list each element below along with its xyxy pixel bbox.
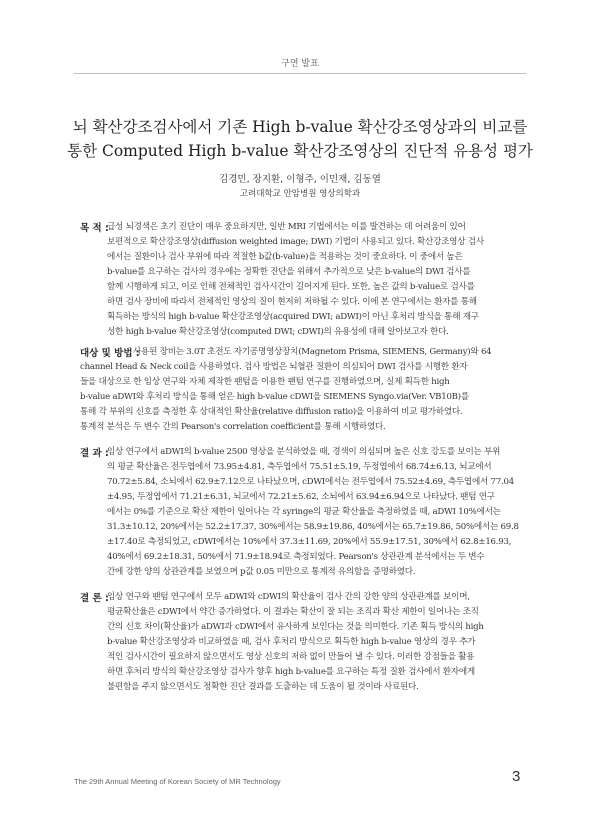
title-line-1: 뇌 확산강조검사에서 기존 High b-value 확산강조영상과의 비교를	[72, 118, 528, 136]
title-line-2: 통한 Computed High b-value 확산강조영상의 진단적 유용성 평가	[67, 142, 533, 160]
section-label: 대상 및 방법 :	[80, 348, 140, 359]
journal-footer: The 29th Annual Meeting of Korean Society of MR Technology	[74, 777, 281, 786]
header-divider	[74, 73, 526, 74]
body-line: 의 평균 확산율은 전두엽에서 73.95±4.81, 측두엽에서 75.51±5.19, 두정엽에서 68.74±6.13, 뇌교에서	[107, 462, 492, 472]
body-line: 간의 신호 차이(확산율)가 aDWI과 cDWI에서 유사하게 보인다는 것을 의미한다. 기존 획득 방식의 high	[107, 622, 484, 632]
body-line: 사용된 장비는 3.0T 초전도 자기공명영상장치(Magnetom Prisma, SIEMENS, Germany)와 64	[133, 347, 492, 357]
body-line: 급성 뇌경색은 초기 진단이 매우 중요하지만, 일반 MRI 기법에서는 이를 발견하는 데 어려움이 있어	[107, 222, 466, 232]
body-line: b-value 확산강조영상과 비교하였을 때, 검사 후처리 방식으로 획득한 high b-value 영상의 경우 추가	[107, 637, 476, 647]
body-line: ±17.40로 측정되었고, cDWI에서는 10%에서 37.3±11.69, 20%에서 55.9±17.51, 30%에서 62.8±16.93,	[107, 537, 512, 547]
body-line: 들을 대상으로 한 임상 연구와 자체 제작한 팬텀을 이용한 팬텀 연구를 진행하였으며, 실제 획득한 high	[80, 377, 450, 387]
body-line: 불편함을 주지 않으면서도 정확한 진단 결과를 도출하는 데 도움이 될 것이라 사료된다.	[107, 682, 419, 692]
body-line: 보편적으로 확산강조영상(diffusion weighted image; DWI) 기법이 사용되고 있다. 확산강조영상 검사	[107, 237, 484, 247]
body-line: 하면 검사 장비에 따라서 전체적인 영상의 질이 현저히 저하될 수 있다. 이에 본 연구에서는 환자를 통해	[107, 297, 477, 307]
body-line: ±4.95, 두정엽에서 71.21±6.31, 뇌교에서 72.21±5.62, 소뇌에서 63.94±6.94으로 나타났다. 팬텀 연구	[107, 492, 495, 502]
body-line: 하면 후처리 방식의 확산강조영상 검사가 향후 high b-value를 요구하는 특정 질환 검사에서 환자에게	[107, 667, 475, 677]
body-line: 간에 강한 양의 상관관계를 보였으며 p값 0.05 미만으로 통계적 유의함을 증명하였다.	[107, 567, 416, 577]
body-line: 성한 high b-value 확산강조영상(computed DWI; cDWI)의 유용성에 대해 알아보고자 한다.	[107, 327, 449, 337]
paper-title	[40, 115, 560, 163]
body-line: channel Head & Neck coil을 사용하였다. 검사 방법은 뇌혈관 질환이 의심되어 DWI 검사를 시행한 환자	[80, 362, 468, 372]
body-line: b-value aDWI와 후처리 방식을 통해 얻은 high b-value cDWI을 SIEMENS Syngo.via(Ver. VB10B)를	[80, 392, 469, 402]
page-number: 3	[512, 768, 521, 785]
author-list: 김경민, 장지환, 이형주, 이민재, 김동열	[219, 174, 381, 185]
body-line: 통계적 분석은 두 변수 간의 Pearson's correlation coefficient를 통해 시행하였다.	[80, 422, 386, 432]
body-line: 에서는 질환이나 검사 부위에 따라 적절한 b값(b-value)을 적용하는 것이 중요하다. 이 중에서 높은	[107, 252, 463, 262]
body-line: 31.3±10.12, 20%에서는 52.2±17.37, 30%에서는 58.9±19.86, 40%에서는 65.7±19.86, 50%에서는 69.8	[107, 522, 519, 532]
body-line: 70.72±5.84, 소뇌에서 62.9±7.12으로 나타났으며, cDWI에서는 전두엽에서 75.52±4.69, 측두엽에서 77.04	[107, 477, 514, 487]
body-line: 임상 연구와 팬텀 연구에서 모두 aDWI와 cDWI의 확산율이 검사 간의 강한 양의 상관관계를 보이며,	[107, 592, 470, 602]
body-line: 평균확산율은 cDWI에서 약간 증가하였다. 이 결과는 확산이 잘 되는 조직과 확산 제한이 일어나는 조직	[107, 607, 479, 617]
body-line: 함께 시행하게 되고, 이로 인해 전체적인 검사시간이 길어지게 된다. 또한, 높은 값의 b-value로 검사를	[107, 282, 475, 292]
body-line: 에서는 0%를 기준으로 확산 제한이 일어나는 각 syringe의 평균 확산율을 측정하였을 때, aDWI 10%에서는	[107, 507, 501, 517]
body-line: 획득하는 방식의 high b-value 확산강조영상(acquired DWI; aDWI)이 아닌 후처리 방식을 통해 재구	[107, 312, 479, 322]
body-line: 임상 연구에서 aDWI의 b-value 2500 영상을 분석하였을 때, 경색이 의심되며 높은 신호 강도를 보이는 부위	[107, 447, 501, 457]
body-line: 적인 검사시간이 필요하지 않으면서도 영상 신호의 저하 없이 만들어 낼 수 있다. 이러한 강점들을 활용	[107, 652, 475, 662]
section-label: 결 과 :	[80, 448, 109, 459]
body-line: 통해 각 부위의 신호를 측정한 후 상대적인 확산율(relative diffusion ratio)을 이용하여 비교 평가하였다.	[80, 407, 463, 417]
affiliation: 고려대학교 안암병원 영상의학과	[239, 189, 361, 199]
body-line: 40%에서 69.2±18.31, 50%에서 71.9±18.94로 측정되었다. Pearson's 상관관계 분석에서는 두 변수	[107, 552, 485, 562]
body-line: b-value를 요구하는 검사의 경우에는 정확한 진단을 위해서 추가적으로 낮은 b-value의 DWI 검사를	[107, 267, 471, 277]
section-label: 결 론 :	[80, 593, 109, 604]
running-header: 구연 발표	[281, 59, 319, 69]
section-label: 목 적 :	[80, 223, 109, 234]
